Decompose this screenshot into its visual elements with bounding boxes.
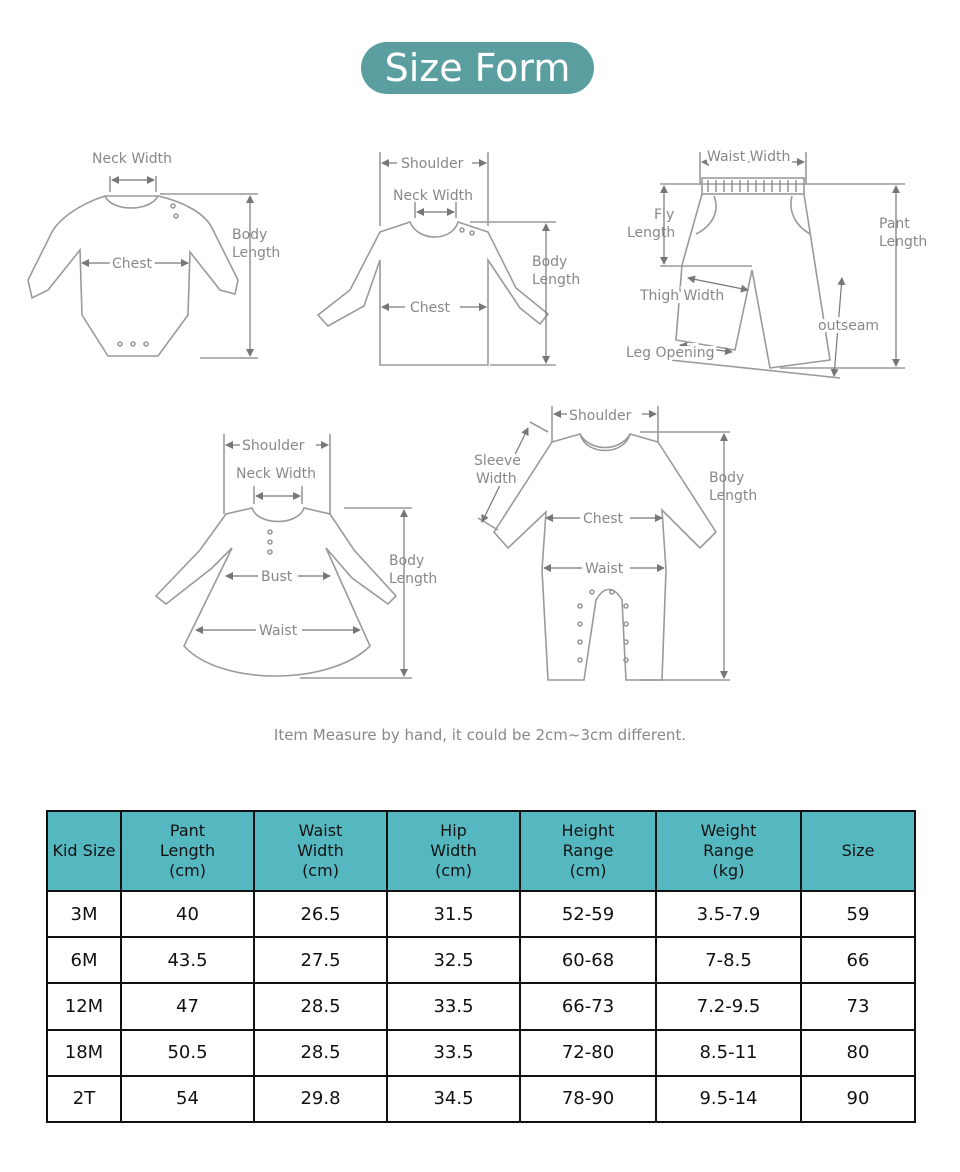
pants-pant-label: Pant (879, 216, 910, 232)
table-cell: 27.5 (254, 937, 387, 983)
table-cell: 26.5 (254, 891, 387, 937)
header-hip-width: Hip Width (cm) (387, 811, 520, 891)
dress-bust-label: Bust (261, 569, 293, 585)
table-cell: 43.5 (121, 937, 254, 983)
table-cell: 12M (47, 983, 121, 1029)
romper-body-label: Body (232, 227, 268, 243)
dress-neck-width-label: Neck Width (236, 466, 317, 482)
pants-outseam-label: outseam (818, 318, 880, 334)
table-row (47, 891, 915, 937)
page-title: Size Form (361, 42, 594, 94)
dress-length-label: Length (389, 571, 438, 587)
table-cell: 8.5-11 (656, 1030, 801, 1076)
table-cell: 32.5 (387, 937, 520, 983)
pants-fly-label: Fly (654, 207, 675, 223)
shirt-chest-label: Chest (410, 300, 451, 316)
jumpsuit-body-label: Body (709, 470, 745, 486)
measurement-diagram (0, 130, 960, 700)
table-cell: 66-73 (520, 983, 656, 1029)
dress-shoulder-label: Shoulder (242, 438, 305, 454)
table-cell: 78-90 (520, 1076, 656, 1122)
table-row (47, 1030, 915, 1076)
table-cell: 3M (47, 891, 121, 937)
table-cell: 7-8.5 (656, 937, 801, 983)
table-cell: 59 (801, 891, 915, 937)
table-cell: 72-80 (520, 1030, 656, 1076)
pants-waist-width-label: Waist Width (707, 149, 791, 165)
table-cell: 66 (801, 937, 915, 983)
measurement-note: Item Measure by hand, it could be 2cm~3cm different. (273, 726, 687, 744)
table-cell: 6M (47, 937, 121, 983)
table-cell: 90 (801, 1076, 915, 1122)
pants-leg-opening-label: Leg Opening (626, 345, 715, 361)
table-cell: 33.5 (387, 1030, 520, 1076)
size-table (46, 810, 916, 1123)
jumpsuit-diagram (478, 406, 730, 680)
table-cell: 2T (47, 1076, 121, 1122)
table-cell: 54 (121, 1076, 254, 1122)
table-cell: 31.5 (387, 891, 520, 937)
table-cell: 47 (121, 983, 254, 1029)
table-cell: 3.5-7.9 (656, 891, 801, 937)
table-cell: 40 (121, 891, 254, 937)
table-cell: 33.5 (387, 983, 520, 1029)
jumpsuit-chest-label: Chest (583, 511, 624, 527)
header-size: Size (801, 811, 915, 891)
header-pant-length: Pant Length (cm) (121, 811, 254, 891)
shirt-diagram (318, 152, 556, 365)
jumpsuit-sleeve-label: Sleeve (474, 453, 521, 469)
pants-pant-length-label: Length (879, 234, 928, 250)
table-cell: 80 (801, 1030, 915, 1076)
dress-waist-label: Waist (259, 623, 298, 639)
romper-neck-width-label: Neck Width (92, 151, 173, 167)
romper-chest-label: Chest (112, 256, 153, 272)
header-waist-width: Waist Width (cm) (254, 811, 387, 891)
header-height-range: Height Range (cm) (520, 811, 656, 891)
table-cell: 52-59 (520, 891, 656, 937)
table-row (47, 1076, 915, 1122)
jumpsuit-shoulder-label: Shoulder (569, 408, 632, 424)
header-kid-size: Kid Size (47, 811, 121, 891)
table-cell: 7.2-9.5 (656, 983, 801, 1029)
shirt-shoulder-label: Shoulder (401, 156, 464, 172)
table-row (47, 937, 915, 983)
shirt-length-label: Length (532, 272, 581, 288)
table-header-row (47, 811, 915, 891)
table-cell: 50.5 (121, 1030, 254, 1076)
table-cell: 34.5 (387, 1076, 520, 1122)
table-cell: 9.5-14 (656, 1076, 801, 1122)
shirt-body-label: Body (532, 254, 568, 270)
romper-length-label: Length (232, 245, 281, 261)
jumpsuit-width-label: Width (476, 471, 517, 487)
dress-body-label: Body (389, 553, 425, 569)
jumpsuit-waist-label: Waist (585, 561, 624, 577)
pants-thigh-width-label: Thigh Width (640, 288, 725, 304)
table-cell: 28.5 (254, 983, 387, 1029)
table-cell: 18M (47, 1030, 121, 1076)
header-weight-range: Weight Range (kg) (656, 811, 801, 891)
table-row (47, 983, 915, 1029)
table-cell: 29.8 (254, 1076, 387, 1122)
shirt-neck-width-label: Neck Width (393, 188, 474, 204)
pants-fly-length-label: Length (627, 225, 676, 241)
table-cell: 28.5 (254, 1030, 387, 1076)
jumpsuit-length-label: Length (709, 488, 758, 504)
table-cell: 73 (801, 983, 915, 1029)
table-cell: 60-68 (520, 937, 656, 983)
